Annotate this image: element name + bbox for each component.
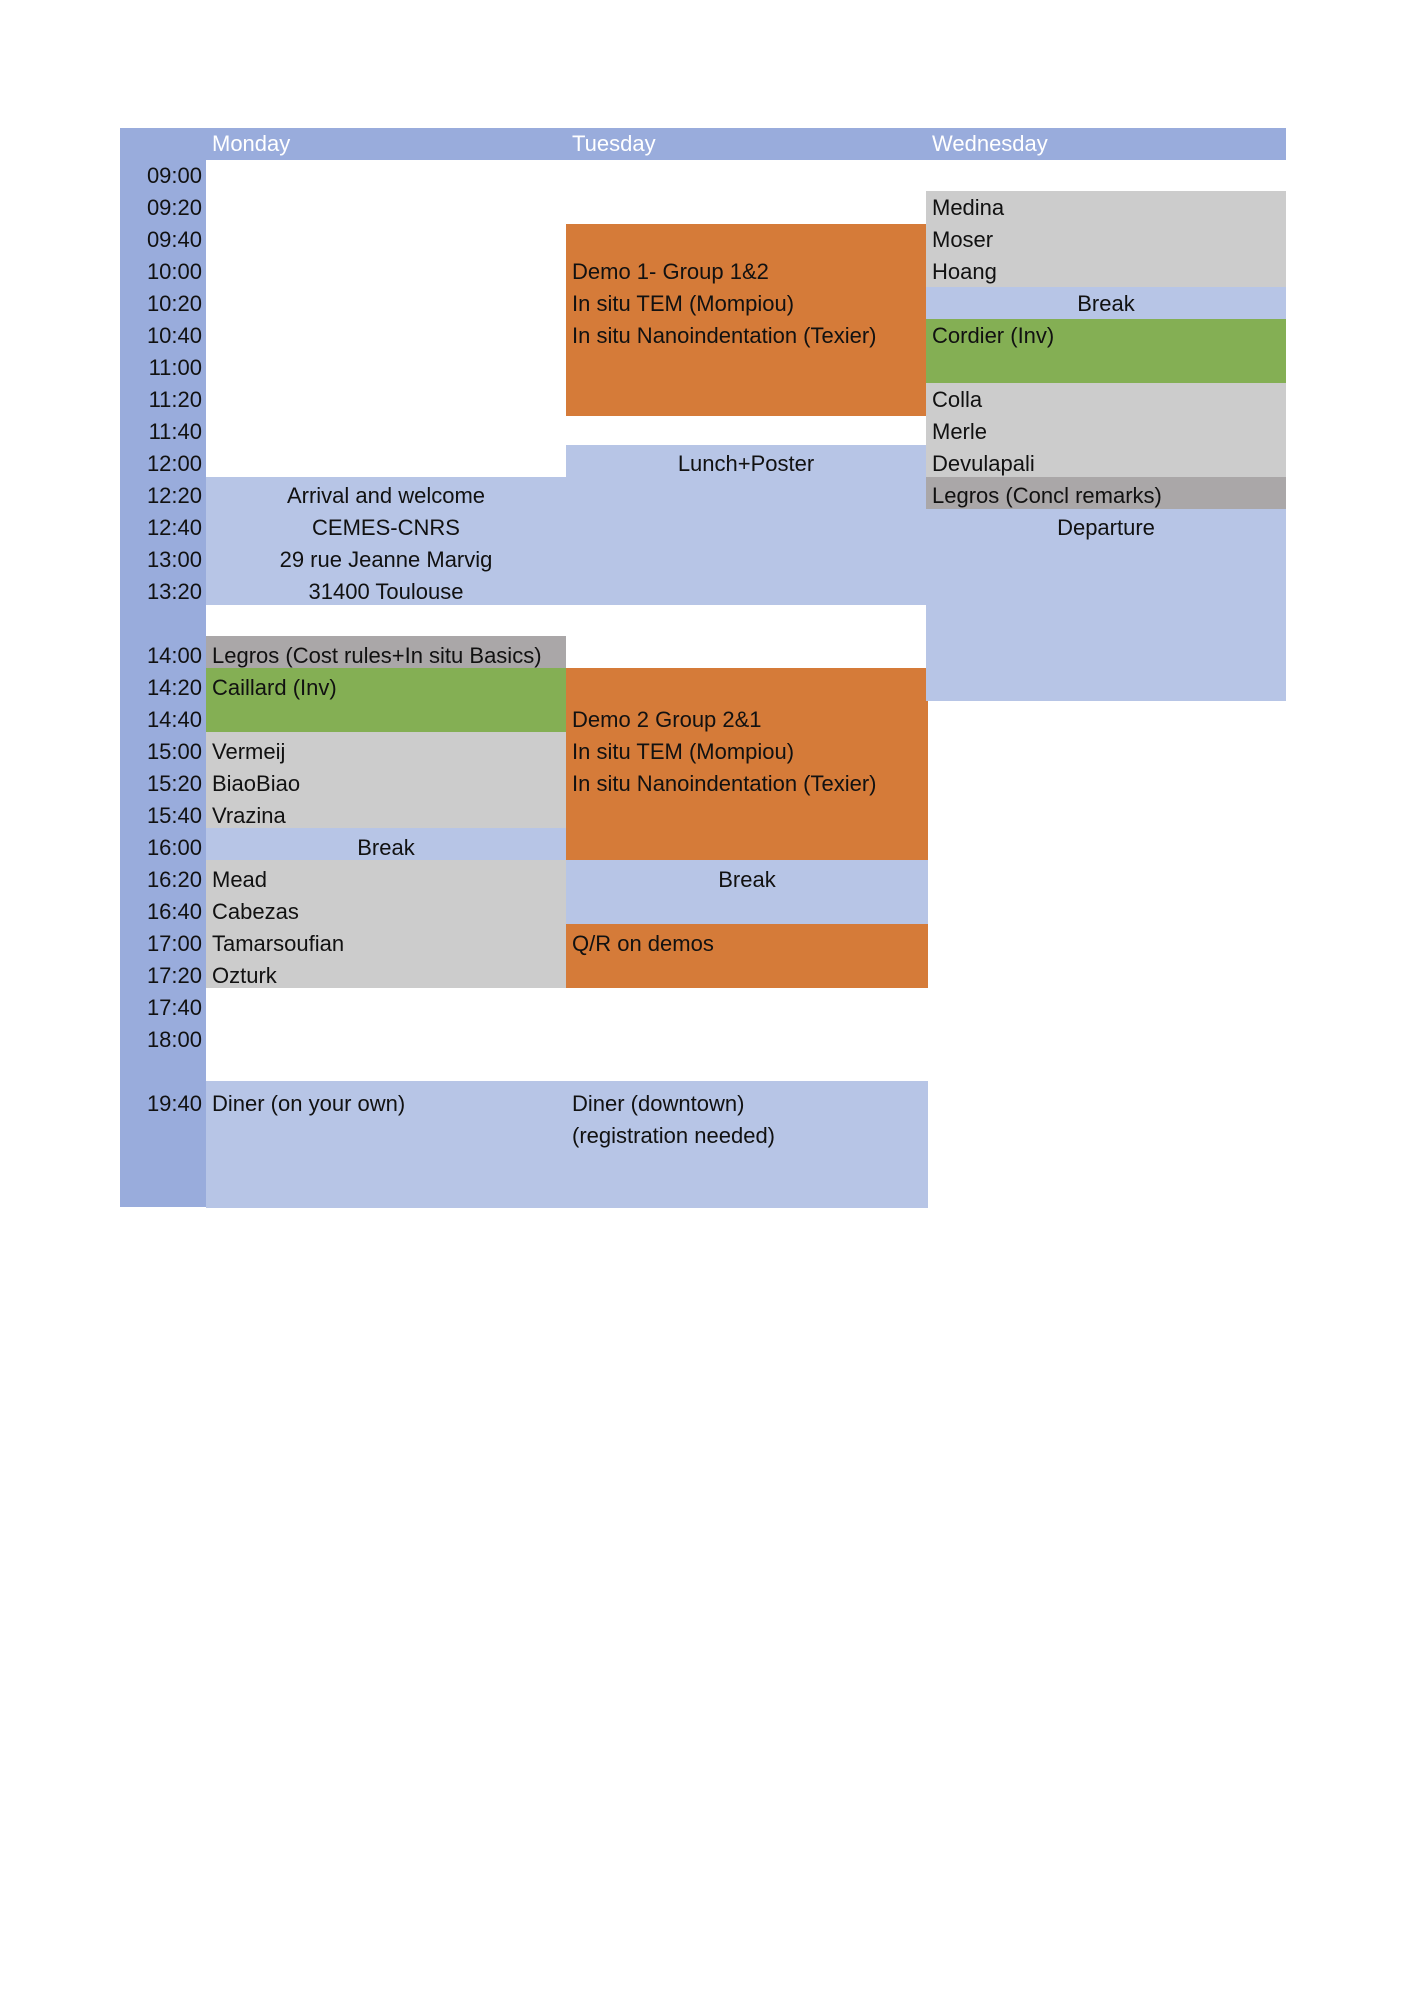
wednesday-legros-talk: Legros (Concl remarks) — [932, 483, 1162, 508]
wednesday-talk: Hoang — [932, 259, 997, 284]
monday-break: Break — [357, 835, 415, 860]
time-label: 18:00 — [146, 1027, 202, 1052]
header-bar — [120, 128, 1286, 160]
time-label: 10:00 — [146, 259, 202, 284]
time-label: 16:40 — [146, 899, 202, 924]
time-label: 11:40 — [148, 419, 202, 444]
tuesday-demo1-line: In situ TEM (Mompiou) — [572, 291, 795, 316]
tuesday-demo2-line: In situ Nanoindentation (Texier) — [572, 771, 877, 796]
monday-talk: Vermeij — [212, 739, 286, 764]
time-label: 13:00 — [146, 547, 202, 572]
day-header-wednesday: Wednesday — [932, 131, 1048, 156]
monday-talk: Ozturk — [212, 963, 277, 988]
tuesday-demo1-line: Demo 1- Group 1&2 — [572, 259, 769, 284]
time-label: 16:20 — [146, 867, 202, 892]
wednesday-talk: Merle — [932, 419, 988, 444]
tuesday-lunch: Lunch+Poster — [677, 451, 815, 476]
time-label: 17:20 — [146, 963, 202, 988]
time-label: 15:20 — [146, 771, 202, 796]
time-label: 14:20 — [146, 675, 202, 700]
monday-dinner: Diner (on your own) — [212, 1091, 406, 1116]
time-label: 12:40 — [146, 515, 202, 540]
monday-talk: Vrazina — [212, 803, 286, 828]
time-label: 11:20 — [148, 387, 202, 412]
wednesday-break: Break — [1077, 291, 1135, 316]
time-label: 15:40 — [146, 803, 202, 828]
time-label: 10:40 — [146, 323, 202, 348]
tuesday-dinner-line: (registration needed) — [572, 1123, 776, 1148]
monday-legros-talk: Legros (Cost rules+In situ Basics) — [212, 643, 542, 668]
time-label: 14:00 — [146, 643, 202, 668]
monday-arrival-line: 29 rue Jeanne Marvig — [279, 547, 493, 572]
wednesday-talk: Colla — [932, 387, 983, 412]
monday-talk: Mead — [212, 867, 268, 892]
wednesday-talk: Moser — [932, 227, 994, 252]
time-label: 17:00 — [146, 931, 202, 956]
time-label: 09:40 — [146, 227, 202, 252]
time-label: 12:20 — [146, 483, 202, 508]
tuesday-qr: Q/R on demos — [572, 931, 714, 956]
monday-talk: Tamarsoufian — [212, 931, 345, 956]
monday-arrival-line: Arrival and welcome — [286, 483, 486, 508]
wednesday-departure: Departure — [1057, 515, 1155, 540]
time-label: 10:20 — [146, 291, 202, 316]
time-label: 09:20 — [146, 195, 202, 220]
monday-talk: BiaoBiao — [212, 771, 301, 796]
time-label: 14:40 — [146, 707, 202, 732]
monday-caillard-talk: Caillard (Inv) — [212, 675, 337, 700]
tuesday-demo2-line: Demo 2 Group 2&1 — [572, 707, 762, 732]
monday-arrival-line: CEMES-CNRS — [312, 515, 460, 540]
monday-talk: Cabezas — [212, 899, 299, 924]
wednesday-talk: Medina — [932, 195, 1005, 220]
time-label: 11:00 — [148, 355, 202, 380]
time-label: 16:00 — [146, 835, 202, 860]
time-label: 15:00 — [146, 739, 202, 764]
time-label: 19:40 — [146, 1091, 202, 1116]
day-header-monday: Monday — [212, 131, 291, 156]
time-label: 17:40 — [146, 995, 202, 1020]
time-label: 09:00 — [146, 163, 202, 188]
time-label: 13:20 — [146, 579, 202, 604]
time-label: 12:00 — [146, 451, 202, 476]
monday-arrival-line: 31400 Toulouse — [308, 579, 464, 604]
tuesday-break: Break — [718, 867, 776, 892]
wednesday-talk: Devulapali — [932, 451, 1035, 476]
tuesday-demo2-line: In situ TEM (Mompiou) — [572, 739, 795, 764]
tuesday-demo1-line: In situ Nanoindentation (Texier) — [572, 323, 877, 348]
day-header-tuesday: Tuesday — [572, 131, 656, 156]
tuesday-dinner-line: Diner (downtown) — [572, 1091, 745, 1116]
wednesday-cordier-talk: Cordier (Inv) — [932, 323, 1055, 348]
